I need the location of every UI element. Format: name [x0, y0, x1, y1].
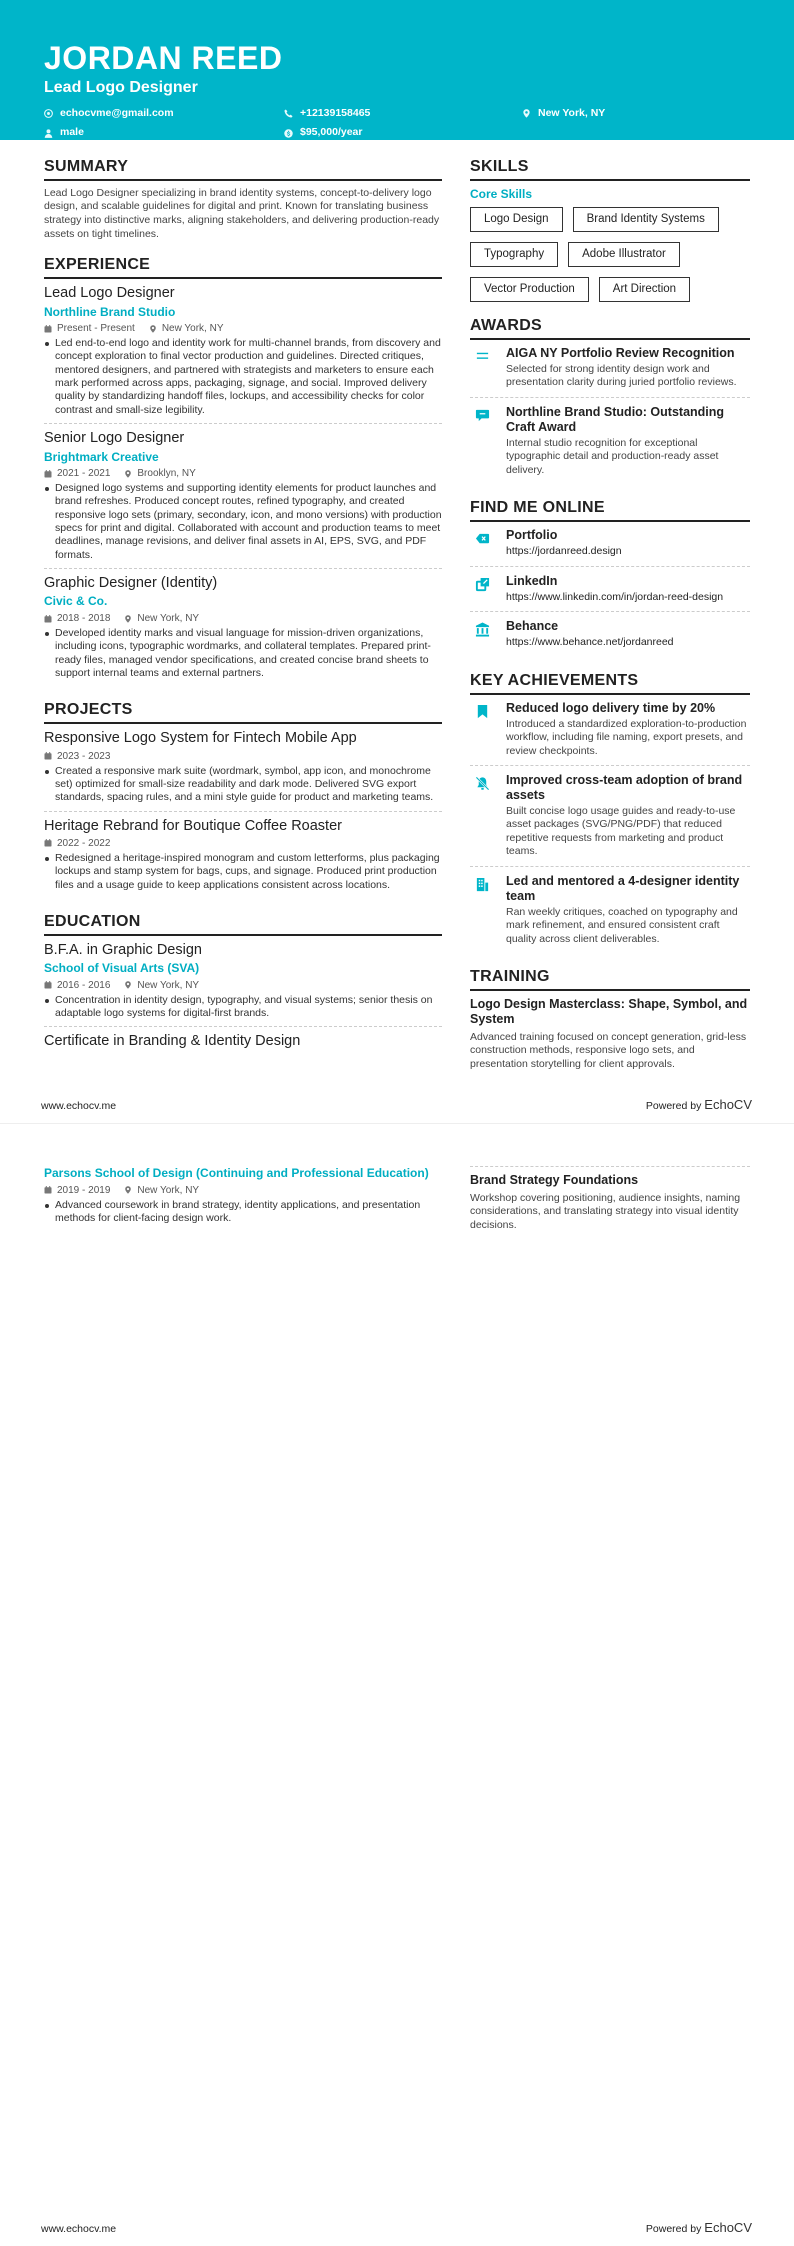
dates-text: 2019 - 2019	[57, 1184, 111, 1196]
project-bullets	[44, 765, 442, 805]
brand-logo-text[interactable]: EchoCV	[704, 2220, 752, 2236]
location-pin-icon	[124, 1186, 132, 1194]
education-dates	[44, 1184, 110, 1197]
salary-text: $95,000/year	[300, 126, 363, 139]
online-item[interactable]	[470, 528, 750, 567]
contact-salary	[284, 126, 522, 140]
achievement-item	[470, 701, 750, 766]
location-pin-icon	[522, 109, 531, 118]
bullet-item: Developed identity marks and visual language for mission-driven organizations, including icons, typographic wordmarks, and collateral templates. Prepared print-ready files, managed vendor specifications, and created concise brand sheets to support internal teams and external partners.	[44, 627, 442, 680]
resume-body	[0, 140, 794, 1085]
experience-entry	[44, 575, 442, 686]
project-meta	[44, 837, 442, 850]
dates-text: 2023 - 2023	[57, 750, 111, 762]
location-pin-icon	[149, 325, 157, 333]
skill-chip: Vector Production	[470, 277, 589, 302]
page-footer	[41, 2220, 752, 2237]
calendar-icon	[44, 325, 52, 333]
job-dates	[44, 322, 135, 335]
award-text: Selected for strong identity design work and presentation clarity during juried portfolio reviews.	[506, 363, 737, 389]
online-section	[470, 498, 750, 657]
bars-icon	[475, 349, 490, 364]
contact-gender	[44, 126, 284, 140]
calendar-icon	[44, 839, 52, 847]
achievements-section	[470, 671, 750, 953]
powered-label: Powered by	[645, 2223, 702, 2236]
powered-by	[646, 2220, 752, 2237]
project-meta	[44, 750, 442, 763]
contact-location	[522, 107, 722, 121]
education-heading: EDUCATION	[44, 912, 442, 936]
candidate-title: Lead Logo Designer	[44, 79, 198, 96]
job-title: Lead Logo Designer	[44, 285, 175, 302]
awards-heading: AWARDS	[470, 316, 750, 340]
gender-text: male	[60, 126, 84, 139]
left-column	[44, 157, 442, 1085]
location-text: New York, NY	[137, 613, 200, 625]
training-title: Logo Design Masterclass: Shape, Symbol, and System	[470, 996, 748, 1026]
achievements-heading: KEY ACHIEVEMENTS	[470, 671, 750, 695]
achievement-item	[470, 874, 750, 953]
project-title: Heritage Rebrand for Boutique Coffee Roaster	[44, 817, 342, 834]
job-bullets	[44, 627, 442, 680]
education-bullets	[44, 1199, 442, 1226]
job-meta	[44, 612, 442, 625]
project-dates	[44, 750, 110, 763]
skill-chip: Typography	[470, 242, 558, 267]
achievement-title: Reduced logo delivery time by 20%	[506, 700, 716, 715]
calendar-icon	[44, 981, 52, 989]
brand-logo-text[interactable]: EchoCV	[704, 1097, 752, 1113]
resume-header	[0, 0, 794, 140]
job-location	[124, 612, 199, 625]
skills-subheading: Core Skills	[470, 186, 533, 201]
online-item[interactable]	[470, 574, 750, 613]
online-title: Portfolio	[506, 527, 558, 542]
summary-section	[44, 157, 442, 241]
online-link[interactable]: https://www.linkedin.com/in/jordan-reed-design	[506, 590, 724, 603]
school-name: School of Visual Arts (SVA)	[44, 961, 200, 976]
chat-icon	[475, 408, 490, 423]
bullet-item: Advanced coursework in brand strategy, identity applications, and presentation methods for client-facing design work.	[44, 1199, 442, 1226]
contact-info	[44, 107, 750, 140]
location-text: New York, NY	[538, 106, 606, 119]
bullet-item: Led end-to-end logo and identity work for multi-channel brands, from discovery and concept exploration to final vector production and guidelines. Directed critiques, mentored designers, and partnered with strategists and marketers to ensure each mark performed across apps, packaging, signage, and social. Improved delivery quality by standardizing handoff files, lockups, and accessibility checks for color contrast and small-size legibility.	[44, 337, 442, 417]
education-entry	[44, 1033, 442, 1056]
dates-text: 2016 - 2016	[57, 979, 111, 991]
job-title: Senior Logo Designer	[44, 430, 185, 447]
award-title: AIGA NY Portfolio Review Recognition	[506, 346, 735, 360]
job-meta	[44, 322, 442, 335]
training-section	[470, 967, 750, 1071]
calendar-icon	[44, 615, 52, 623]
job-dates	[44, 467, 110, 480]
powered-label: Powered by	[645, 1100, 702, 1113]
online-title: Behance	[506, 619, 559, 634]
job-dates	[44, 612, 110, 625]
online-title: LinkedIn	[506, 573, 558, 588]
dates-text: Present - Present	[57, 323, 135, 335]
dates-text: 2018 - 2018	[57, 613, 111, 625]
projects-heading: PROJECTS	[44, 700, 442, 724]
location-pin-icon	[124, 615, 132, 623]
company-name: Northline Brand Studio	[44, 304, 176, 319]
award-item	[470, 346, 750, 398]
training-text: Advanced training focused on concept generation, grid-less construction methods, responsive logo sets, and presentation storytelling for client approvals.	[470, 1030, 747, 1070]
footer-site-link[interactable]: www.echocv.me	[41, 2223, 117, 2236]
bullet-item: Created a responsive mark suite (wordmark, symbol, app icon, and monochrome set) optimized for small-size readability and dark mode. Delivered SVG export standards, spacing rules, and a mini style guide for product and marketing teams.	[44, 765, 442, 805]
bullet-item: Redesigned a heritage-inspired monogram and custom letterforms, plus packaging lockups and stamp system for bags, cups, and signage. Produced print production files and a usage guide to keep applications consistent across locations.	[44, 852, 442, 892]
page-footer	[41, 1097, 752, 1114]
dates-text: 2022 - 2022	[57, 837, 111, 849]
skill-chip: Adobe Illustrator	[568, 242, 680, 267]
education-meta	[44, 979, 442, 992]
experience-entry	[44, 430, 442, 569]
person-icon	[44, 129, 53, 138]
summary-heading: SUMMARY	[44, 157, 442, 181]
award-item	[470, 405, 750, 484]
calendar-icon	[44, 1186, 52, 1194]
education-location	[124, 979, 199, 992]
job-title: Graphic Designer (Identity)	[44, 575, 218, 592]
education-bullets	[44, 994, 442, 1021]
online-link[interactable]: https://www.behance.net/jordanreed	[506, 636, 674, 649]
skill-chip: Logo Design	[470, 207, 563, 232]
achievement-item	[470, 773, 750, 867]
phone-text: +12139158465	[300, 106, 371, 119]
left-column	[44, 1166, 442, 1237]
company-name: Civic & Co.	[44, 594, 108, 609]
award-text: Internal studio recognition for exceptional typographic detail and production-ready asset delivery.	[506, 436, 719, 476]
footer-site-link[interactable]: www.echocv.me	[41, 1100, 117, 1113]
online-heading: FIND ME ONLINE	[470, 498, 750, 522]
job-bullets	[44, 482, 442, 562]
skills-heading: SKILLS	[470, 157, 750, 181]
award-title: Northline Brand Studio: Outstanding Craft Award	[506, 404, 725, 434]
education-meta	[44, 1184, 442, 1197]
resume-page-2	[0, 1123, 794, 2246]
phone-icon	[284, 109, 293, 118]
job-location	[124, 467, 195, 480]
school-name: Parsons School of Design (Continuing and Professional Education)	[44, 1166, 429, 1180]
bank-icon	[475, 622, 490, 637]
right-column	[470, 157, 750, 1085]
project-bullets	[44, 852, 442, 892]
dollar-circle-icon	[284, 129, 293, 138]
location-text: New York, NY	[137, 979, 200, 991]
candidate-name: JORDAN REED	[44, 40, 283, 76]
location-pin-icon	[124, 470, 132, 478]
skill-chip: Brand Identity Systems	[573, 207, 719, 232]
location-text: Brooklyn, NY	[137, 468, 196, 480]
contact-email[interactable]	[44, 107, 284, 121]
calendar-icon	[44, 470, 52, 478]
experience-entry	[44, 285, 442, 424]
online-link[interactable]: https://jordanreed.design	[506, 544, 622, 557]
skill-chip: Art Direction	[599, 277, 690, 302]
achievement-title: Improved cross-team adoption of brand assets	[506, 773, 743, 803]
projects-section	[44, 700, 442, 898]
project-dates	[44, 837, 110, 850]
education-entry	[44, 1166, 442, 1231]
training-title: Brand Strategy Foundations	[470, 1173, 639, 1187]
resume-body-continued	[0, 1124, 794, 1237]
job-meta	[44, 467, 442, 480]
degree-title: B.F.A. in Graphic Design	[44, 941, 202, 958]
experience-heading: EXPERIENCE	[44, 255, 442, 279]
education-location	[124, 1184, 199, 1197]
bell-off-icon	[475, 776, 490, 791]
email-text: echocvme@gmail.com	[60, 106, 174, 119]
online-item[interactable]	[470, 619, 750, 657]
project-entry	[44, 818, 442, 898]
powered-by	[646, 1097, 752, 1114]
achievement-text: Built concise logo usage guides and ready-to-use asset packages (SVG/PNG/PDF) that reduced repetitive requests from marketing and product teams.	[506, 805, 736, 858]
at-icon	[44, 109, 53, 118]
project-entry	[44, 730, 442, 811]
experience-section	[44, 255, 442, 686]
calendar-icon	[44, 752, 52, 760]
bookmark-icon	[475, 704, 490, 719]
job-location	[149, 322, 224, 335]
bullet-item: Designed logo systems and supporting identity elements for product launches and brand refreshes. Produced concept routes, refined typography, and created responsive logo sets (primary, secondary, icon, and mono versions) with production specs for print and digital. Collaborated with account and production teams to meet deadlines, manage revisions, and deliver final assets in AI, EPS, SVG, and PDF formats.	[44, 482, 442, 562]
skills-list	[470, 207, 750, 302]
education-entry	[44, 942, 442, 1028]
training-heading: TRAINING	[470, 967, 750, 991]
location-text: New York, NY	[161, 323, 224, 335]
summary-text: Lead Logo Designer specializing in brand identity systems, concept-to-delivery logo design, and scalable guidelines for digital and print. Known for translating business strategy into distinctive marks, aligning stakeholders, and delivering production-ready assets on tight timelines.	[44, 186, 440, 240]
tag-icon	[475, 531, 490, 546]
building-icon	[475, 877, 490, 892]
bullet-item: Concentration in identity design, typography, and visual systems; senior thesis on adaptable logo systems for digital-first brands.	[44, 994, 442, 1021]
project-title: Responsive Logo System for Fintech Mobile App	[44, 730, 357, 747]
education-section	[44, 912, 442, 1057]
right-column	[470, 1166, 750, 1237]
dates-text: 2021 - 2021	[57, 468, 111, 480]
achievement-text: Ran weekly critiques, coached on typography and mark refinement, and ensured consistent craft quality across client deliverables.	[506, 905, 738, 945]
location-text: New York, NY	[137, 1184, 200, 1196]
achievement-title: Led and mentored a 4-designer identity team	[506, 873, 740, 903]
degree-title: Certificate in Branding & Identity Design	[44, 1033, 301, 1050]
education-dates	[44, 979, 110, 992]
skills-section	[470, 157, 750, 302]
job-bullets	[44, 337, 442, 417]
location-pin-icon	[124, 981, 132, 989]
awards-section	[470, 316, 750, 484]
contact-phone[interactable]	[284, 107, 522, 121]
company-name: Brightmark Creative	[44, 449, 159, 464]
share-icon	[475, 577, 490, 592]
achievement-text: Introduced a standardized exploration-to-production workflow, including file naming, export presets, and review checkpoints.	[506, 717, 747, 757]
training-text: Workshop covering positioning, audience insights, naming considerations, and translating strategy into visual identity decisions.	[470, 1192, 741, 1231]
